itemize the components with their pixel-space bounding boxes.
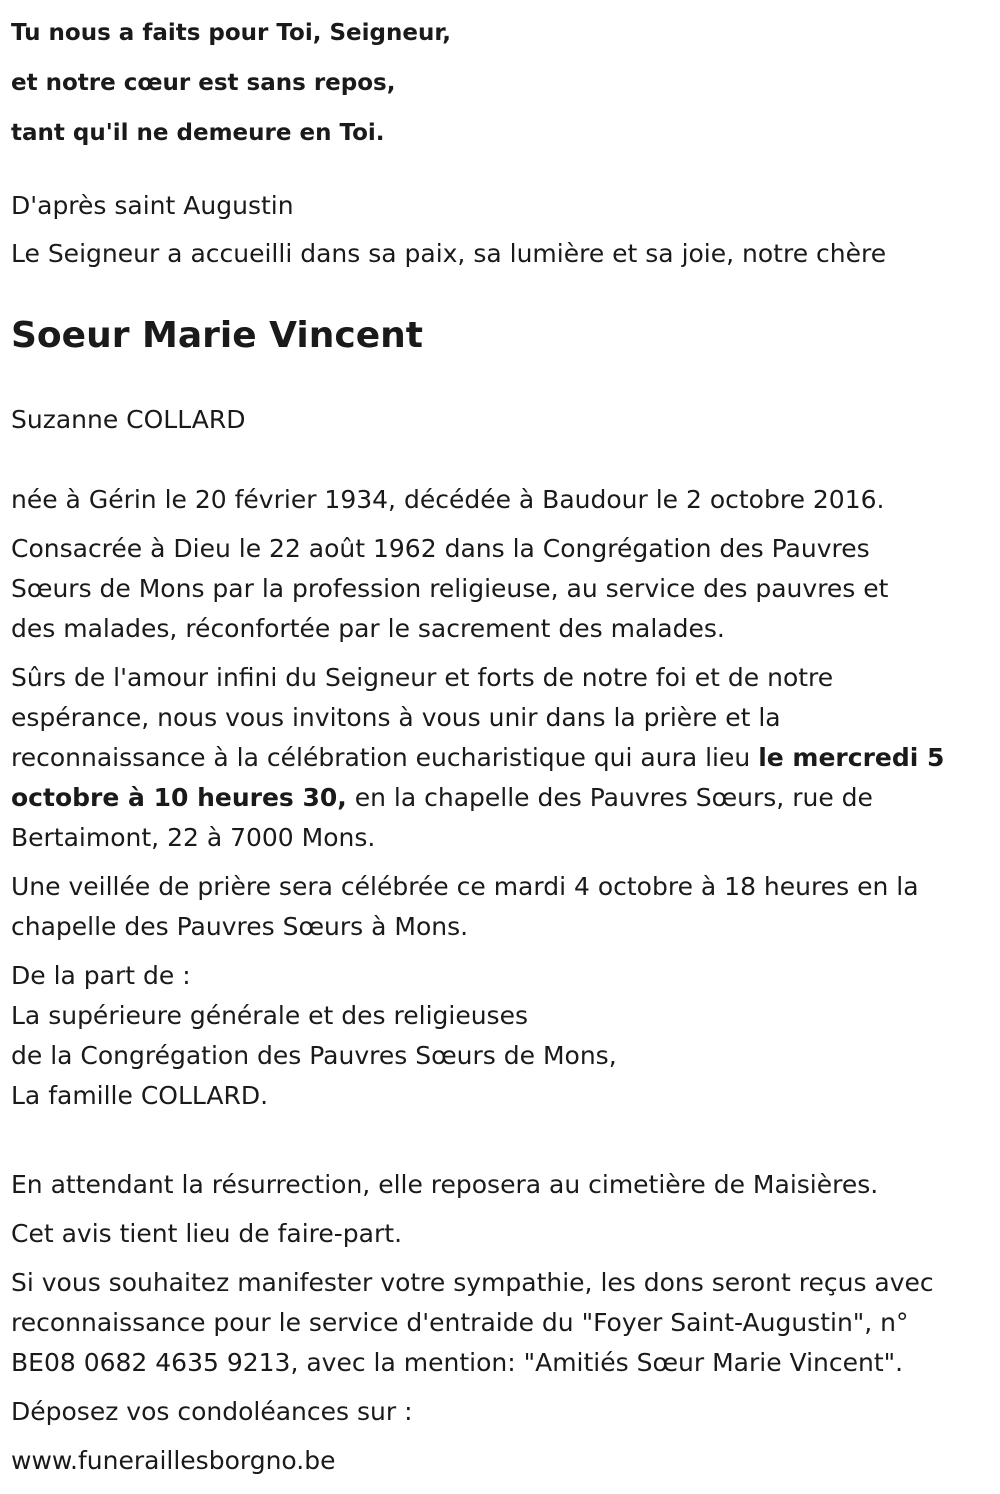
notice-text: Cet avis tient lieu de faire-part. bbox=[11, 1219, 403, 1248]
service-date: le mercredi 5 bbox=[758, 743, 945, 772]
condolences-link[interactable]: www.funeraillesborgno.be bbox=[11, 1446, 336, 1475]
donations-line: BE08 0682 4635 9213, avec la mention: "Amitiés Sœur Marie Vincent". bbox=[11, 1348, 904, 1377]
intro-text: Le Seigneur a accueilli dans sa paix, sa lumière et sa joie, notre chère bbox=[11, 239, 887, 268]
from-line: La famille COLLARD. bbox=[11, 1081, 269, 1110]
invitation-line: reconnaissance à la célébration eucharistique qui aura lieu bbox=[11, 743, 759, 772]
invitation-line: espérance, nous vous invitons à vous unir dans la prière et la bbox=[11, 703, 781, 732]
verse-line: et notre cœur est sans repos, bbox=[11, 70, 396, 96]
vigil-paragraph bbox=[11, 867, 944, 947]
verse-line: tant qu'il ne demeure en Toi. bbox=[11, 120, 385, 146]
civil-name: Suzanne COLLARD bbox=[11, 405, 246, 434]
vigil-line: Une veillée de prière sera célébrée ce mardi 4 octobre à 18 heures en la bbox=[11, 872, 919, 901]
birth-death-dates: née à Gérin le 20 février 1934, décédée à Baudour le 2 octobre 2016. bbox=[11, 485, 885, 514]
obituary-body bbox=[11, 480, 944, 1481]
donations-line: reconnaissance pour le service d'entraide du "Foyer Saint-Augustin", n° bbox=[11, 1308, 909, 1337]
from-paragraph bbox=[11, 956, 944, 1116]
invitation-paragraph bbox=[11, 658, 944, 858]
service-time: octobre à 10 heures 30, bbox=[11, 783, 347, 812]
vigil-line: chapelle des Pauvres Sœurs à Mons. bbox=[11, 912, 469, 941]
consecration-paragraph bbox=[11, 529, 944, 649]
from-line: La supérieure générale et des religieuses bbox=[11, 1001, 528, 1030]
consecration-line: des malades, réconfortée par le sacrement des malades. bbox=[11, 614, 725, 643]
attribution-block bbox=[11, 182, 886, 278]
from-line: de la Congrégation des Pauvres Sœurs de Mons, bbox=[11, 1041, 617, 1070]
burial-text: En attendant la résurrection, elle reposera au cimetière de Maisières. bbox=[11, 1170, 879, 1199]
consecration-line: Sœurs de Mons par la profession religieuse, au service des pauvres et bbox=[11, 574, 889, 603]
verse-line: Tu nous a faits pour Toi, Seigneur, bbox=[11, 20, 452, 46]
invitation-line: en la chapelle des Pauvres Sœurs, rue de bbox=[346, 783, 873, 812]
chapel-address: Bertaimont, 22 à 7000 Mons. bbox=[11, 823, 376, 852]
from-label: De la part de : bbox=[11, 961, 191, 990]
condolences-label: Déposez vos condoléances sur : bbox=[11, 1397, 413, 1426]
invitation-line: Sûrs de l'amour infini du Seigneur et forts de notre foi et de notre bbox=[11, 663, 834, 692]
donations-paragraph bbox=[11, 1263, 944, 1383]
opening-verse bbox=[11, 8, 451, 158]
donations-line: Si vous souhaitez manifester votre sympathie, les dons seront reçus avec bbox=[11, 1268, 934, 1297]
consecration-line: Consacrée à Dieu le 22 août 1962 dans la Congrégation des Pauvres bbox=[11, 534, 870, 563]
deceased-name: Soeur Marie Vincent bbox=[11, 315, 423, 356]
verse-attribution: D'après saint Augustin bbox=[11, 191, 294, 220]
